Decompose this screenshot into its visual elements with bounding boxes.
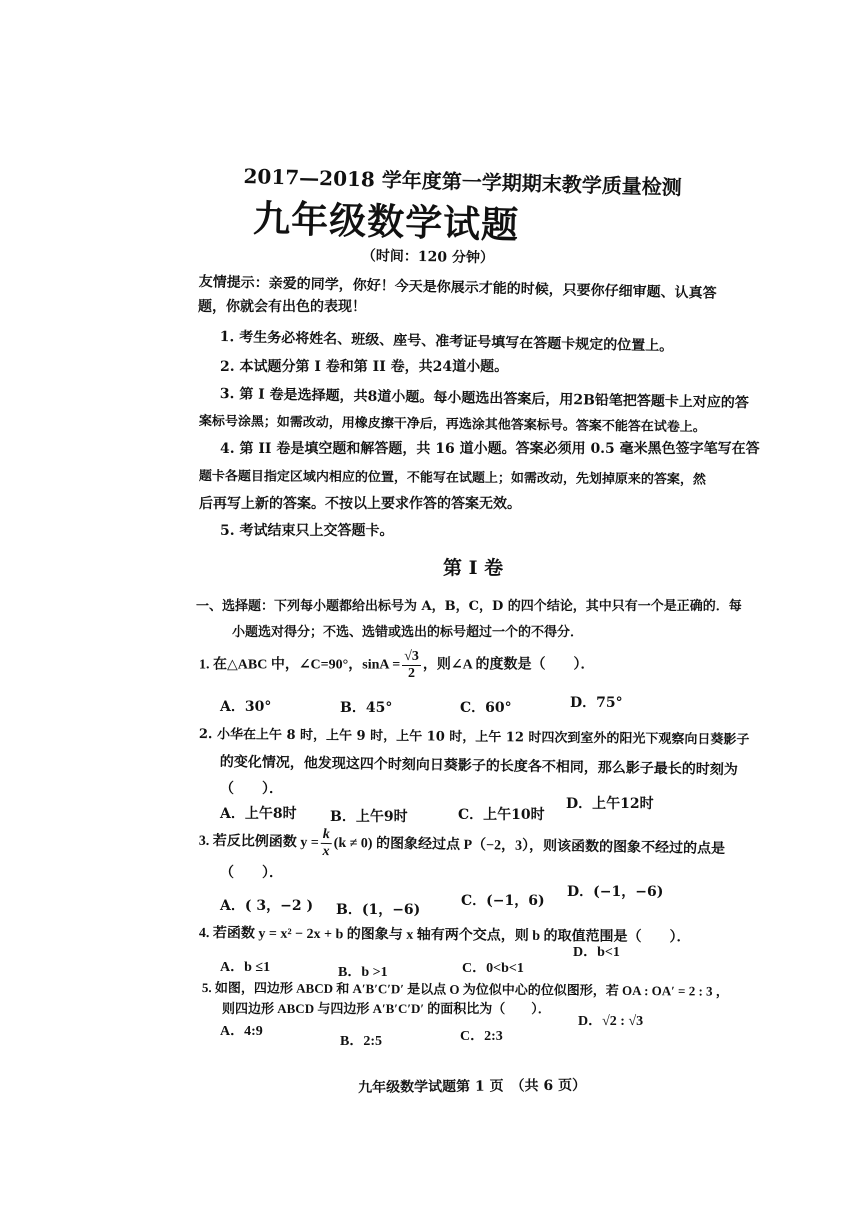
question-4-option-a: A．b ≤1 (220, 960, 271, 975)
question-2-option-c: C．上午10时 (458, 807, 545, 823)
exam-time: （时间：120 分钟） (361, 247, 495, 267)
section-title: 第 I 卷 (443, 557, 504, 579)
question-5-line-1: 5. 如图，四边形 ABCD 和 A′B′C′D′ 是以点 O 为位似中心的位似图形，若 OA : OA′ = 2 : 3 ， (201, 979, 729, 999)
rule-4-line-3: 后再写上新的答案。不按以上要求作答的答案无效。 (199, 496, 521, 512)
question-3-fraction (320, 828, 331, 859)
page-footer: 九年级数学试题第 1 页 （共 6 页） (358, 1077, 587, 1096)
rule-1: 1. 考生务必将姓名、班级、座号、准考证号填写在答题卡规定的位置上。 (219, 328, 674, 355)
question-1-prefix: 1. 在△ABC 中，∠C=90°，sinA = (199, 657, 401, 673)
page-title: 九年级数学试题 (252, 195, 520, 247)
question-3-option-d: D．(−1，−6) (567, 884, 664, 900)
question-1-frac-num: √3 (404, 649, 419, 664)
question-4-stem: 4. 若函数 y = x² − 2x + b 的图象与 x 轴有两个交点，则 b 的取值范围是（ ）． (198, 925, 691, 946)
question-1-option-a: A．30° (220, 699, 272, 715)
question-1-option-d: D．75° (570, 695, 623, 711)
rule-2: 2. 本试题分第 I 卷和第 II 卷，共24道小题。 (220, 359, 509, 375)
question-3-frac-den: x (322, 843, 330, 860)
intro-line-2: 题，你就会有出色的表现！ (198, 299, 366, 315)
intro-line-1: 友情提示：亲爱的同学，你好！今天是你展示才能的时候，只要你仔细审题、认真答 (198, 273, 717, 302)
question-1-stem (199, 650, 594, 681)
question-1-suffix: ，则∠A 的度数是（ ）． (422, 657, 595, 673)
question-5-option-d: D．√2 : √3 (578, 1014, 644, 1029)
rule-4-line-1: 4. 第 II 卷是填空题和解答题，共 16 道小题。答案必须用 0.5 毫米黑色签字笔写在答 (220, 441, 760, 457)
question-3-option-c: C．(−1，6) (461, 893, 545, 909)
question-2-option-b: B．上午9时 (330, 809, 408, 825)
question-3-suffix: (k ≠ 0) 的图象经过点 P（−2，3），则该函数的图象不经过的点是 (333, 835, 726, 857)
question-1-option-b: B．45° (340, 700, 393, 716)
question-2-line-2: 的变化情况，他发现这四个时刻向日葵影子的长度各不相同，那么影子最长的时刻为 (219, 753, 738, 779)
question-5-option-c: C．2:3 (460, 1029, 503, 1044)
rule-3-line-2: 案标号涂黑；如需改动，用橡皮擦干净后，再选涂其他答案标号。答案不能答在试卷上。 (198, 413, 706, 436)
question-3-frac-num: k (321, 828, 332, 844)
rule-5: 5. 考试结束只上交答题卡。 (220, 523, 394, 539)
question-3-option-b: B．(1，−6) (336, 902, 421, 918)
question-4-option-d: D．b<1 (573, 945, 620, 960)
question-3-option-a: A．( 3，−2 ) (220, 898, 314, 914)
question-3-stem (199, 826, 726, 865)
question-4-option-c: C．0<b<1 (462, 961, 524, 976)
question-3-prefix: 3. 若反比例函数 y = (198, 833, 319, 851)
question-5-line-2: 则四边形 ABCD 与四边形 A′B′C′D′ 的面积比为（ ）． (222, 1001, 551, 1016)
question-5-option-b: B．2:5 (340, 1034, 382, 1049)
section-intro-line-2: 小题选对得分；不选、选错或选出的标号超过一个的不得分． (232, 625, 584, 640)
question-2-line-3: （ ）． (220, 781, 283, 797)
rule-4-line-2: 题卡各题目指定区域内相应的位置，不能写在试题上；如需改动，先划掉原来的答案，然 (198, 468, 706, 488)
question-2-line-1: 2. 小华在上午 8 时，上午 9 时，上午 10 时，上午 12 时四次到室外的阳光下观察向日葵影子 (198, 726, 750, 748)
section-intro-line-1: 一、选择题：下列每小题都给出标号为 A，B，C，D 的四个结论，其中只有一个是正确的．每 (196, 599, 742, 614)
question-3-line-2: （ ）． (220, 865, 283, 881)
exam-term-heading: 2017—2018 学年度第一学期期末教学质量检测 (243, 163, 683, 200)
question-1-fraction (402, 650, 421, 681)
question-5-option-a: A．4:9 (220, 1024, 263, 1039)
question-2-option-d: D．上午12时 (566, 796, 654, 812)
question-1-option-c: C．60° (460, 700, 512, 716)
question-2-option-a: A．上午8时 (220, 806, 297, 822)
question-4-option-b: B．b >1 (338, 965, 388, 980)
rule-3-line-1: 3. 第 I 卷是选择题，共8道小题。每小题选出答案后，用2B铅笔把答题卡上对应的答 (219, 385, 749, 412)
question-1-frac-den: 2 (408, 666, 416, 681)
